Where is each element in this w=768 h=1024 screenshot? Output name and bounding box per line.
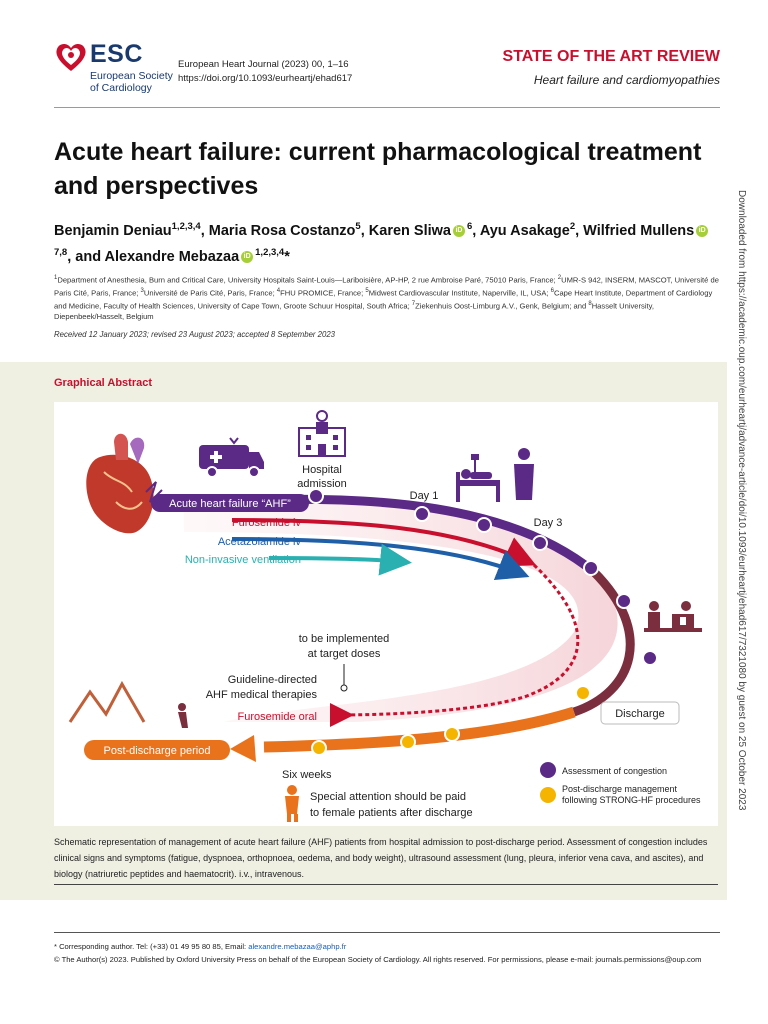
legend-congestion-marker (540, 762, 556, 778)
author-separator: , and (67, 248, 105, 265)
post-discharge-label: Post-discharge period (103, 745, 211, 757)
ahf-label: Acute heart failure “AHF” (169, 498, 291, 510)
affiliation-text: Ziekenhuis Oost-Limburg A.V., Genk, Belgium; and (415, 301, 589, 311)
ambulance-icon (199, 438, 264, 477)
author-name: Benjamin Deniau (54, 222, 172, 239)
legend-post-marker (540, 787, 556, 803)
acetazolamide-iv-label: Acetazolamide iv (217, 536, 301, 548)
congestion-dot (643, 651, 657, 665)
affiliation-text: Midwest Cardiovascular Institute, Naperville, IL, USA; (368, 288, 551, 298)
gdmt-label: Guideline-directed (227, 674, 317, 686)
doctor-icon (514, 448, 534, 500)
esc-logo-text: ESC (90, 40, 143, 68)
author-affiliation-sup: 2 (569, 221, 576, 232)
congestion-dot (584, 561, 598, 575)
furosemide-oral-label: Furosemide oral (237, 711, 317, 723)
journal-info (178, 58, 352, 86)
hiker-icon (178, 703, 188, 728)
author-affiliation-sup: 6 (466, 221, 473, 232)
affiliation-text: UMR-S 942, INSERM, MASCOT, Université de Paris Cité, Paris, France; (54, 275, 719, 298)
affiliation-number: 1 (54, 275, 58, 281)
author-name: Karen Sliwa (368, 222, 451, 239)
corresponding-prefix: * Corresponding author. Tel: (+33) 01 49 95 80 85, Email: (54, 942, 249, 951)
legend-post-label: following STRONG-HF procedures (562, 795, 701, 805)
implemented-label: at target doses (307, 648, 381, 660)
post-discharge-dot (445, 727, 459, 741)
abstract-diagram (54, 402, 718, 826)
corresponding-author (54, 942, 346, 951)
affiliation-number: 5 (365, 288, 369, 295)
author-name: Wilfried Mullens (583, 222, 695, 239)
congestion-dot (415, 507, 429, 521)
caption-divider (54, 884, 718, 885)
day1-label: Day 1 (409, 490, 439, 502)
affiliation-text: FHU PROMICE, France; (280, 288, 366, 298)
special-attention-suffix: after discharge (396, 807, 473, 819)
post-discharge-dot (401, 735, 415, 749)
niv-label: Non-invasive ventilation (184, 554, 301, 566)
graphical-abstract-label: Graphical Abstract (54, 377, 153, 389)
esc-heart-logo-icon (54, 40, 88, 74)
day3-label: Day 3 (533, 517, 563, 529)
author-separator: , (472, 222, 480, 239)
author-affiliation-sup: 7,8 (54, 246, 68, 258)
congestion-dot (533, 536, 547, 550)
author-affiliation-sup: 1,2,3,4 (171, 221, 201, 232)
affiliation-text: Hasselt University, Diepenbeek/Hasselt, Belgium (54, 301, 654, 322)
author-separator: , (360, 222, 369, 239)
congestion-dot (617, 594, 631, 608)
download-side-note (733, 190, 747, 830)
affiliation-number: 4 (276, 288, 281, 295)
copyright-notice: © The Author(s) 2023. Published by Oxford University Press on behalf of the European Society of Cardiology. All rights reserved. For permissions, please e-mail: journals.permissions@oup.com (54, 955, 702, 964)
affiliation-text: Department of Anesthesia, Burn and Critical Care, University Hospitals Saint-Louis—Lariboisière, AP-HP, 2 rue Ambroise Paré, 75010 Paris, France; (57, 275, 558, 285)
section-label: STATE OF THE ART REVIEW (502, 48, 720, 65)
author-email-link[interactable]: alexandre.mebazaa@aphp.fr (248, 942, 347, 951)
patient-bed-icon (456, 454, 500, 502)
doi-link[interactable]: https://doi.org/10.1093/eurheartj/ehad617 (178, 73, 353, 84)
affiliation-text: Université de Paris Cité, Paris, France; (143, 288, 277, 298)
author-name: Alexandre Mebazaa (104, 248, 240, 265)
mountains-icon (70, 684, 144, 722)
orcid-icon[interactable]: iD (453, 225, 465, 237)
affiliation-number: 8 (588, 301, 592, 308)
orcid-icon[interactable]: iD (241, 251, 253, 263)
author-separator: , (200, 222, 209, 239)
six-weeks-label: Six weeks (282, 769, 332, 781)
gdmt-label: AHF medical therapies (205, 689, 317, 701)
affiliation-number: 7 (411, 301, 416, 308)
post-discharge-dot (312, 741, 326, 755)
affiliation-number: 3 (140, 288, 144, 295)
consultation-desk-icon (644, 601, 702, 632)
hospital-admission-label: Hospital (302, 464, 342, 476)
subsection-label: Heart failure and cardiomyopathies (533, 73, 720, 87)
article-title: Acute heart failure: current pharmacological treatment and perspectives (54, 138, 702, 200)
furosemide-iv-label: Furosemide iv (231, 517, 301, 529)
implemented-label: to be implemented (298, 633, 390, 645)
logo-sub-line-1: European Society (90, 70, 173, 82)
affiliation-text: Cape Heart Institute, Department of Cardiology and Medicine, Faculty of Health Sciences, University of Cape Town, Groote Schuur Hospital, South Africa; (54, 288, 713, 311)
congestion-dot (309, 489, 323, 503)
special-attention-line2 (310, 807, 473, 819)
orcid-icon[interactable]: iD (696, 225, 708, 237)
affiliations (54, 273, 719, 323)
discharge-label: Discharge (615, 708, 665, 720)
female-patients-highlight: female patients (322, 807, 397, 819)
author-separator: , (575, 222, 584, 239)
figure-caption: Schematic representation of management of acute heart failure (AHF) patients from hospital admission to post-discharge period. Assessment of congestion includes clinical signs and symptoms (fatigue, dyspnoea, orthopnoea, oedema, and body weight), ultrasound assessment (lung, pleura, inferior vena cava, and ascites), and biology (natriuretic peptides and haematocrit). i.v., intravenous. (54, 837, 708, 879)
header-divider (54, 107, 720, 108)
legend-congestion-label: Assessment of congestion (562, 766, 668, 776)
esc-logo-subtitle (90, 70, 180, 94)
female-patient-icon (285, 785, 299, 822)
arc-bottom-arrowhead (230, 735, 256, 762)
author-affiliation-sup: 5 (355, 221, 361, 232)
author-affiliation-sup: 1,2,3,4 (255, 246, 285, 258)
congestion-dot (477, 518, 491, 532)
affiliation-number: 2 (557, 275, 562, 281)
legend-post-label: Post-discharge management (562, 784, 678, 794)
heart-illustration-icon (86, 434, 162, 534)
author-list (54, 216, 714, 268)
author-name: Maria Rosa Costanzo (208, 222, 356, 239)
hospital-icon (299, 406, 345, 456)
hospital-admission-label: admission (297, 478, 347, 490)
author-separator: * (284, 248, 290, 265)
author-name: Ayu Asakage (479, 222, 570, 239)
special-attention-line1: Special attention should be paid (310, 791, 466, 803)
logo-sub-line-2: of Cardiology (90, 82, 152, 94)
special-attention-prefix: to (310, 807, 323, 819)
implemented-pointer-icon (341, 685, 347, 691)
footer-divider (54, 932, 720, 933)
affiliation-number: 6 (550, 288, 554, 295)
journal-line: European Heart Journal (2023) 00, 1–16 (178, 59, 349, 70)
graphical-abstract-figure (54, 402, 718, 826)
side-note-text: Downloaded from https://academic.oup.com/eurheartj/advance-article/doi/10.1093/eurheartj/ehad617/7321080 by guest on 25 October 2023 (736, 190, 747, 811)
post-discharge-dot (576, 686, 590, 700)
received-dates: Received 12 January 2023; revised 23 August 2023; accepted 8 September 2023 (54, 330, 336, 339)
